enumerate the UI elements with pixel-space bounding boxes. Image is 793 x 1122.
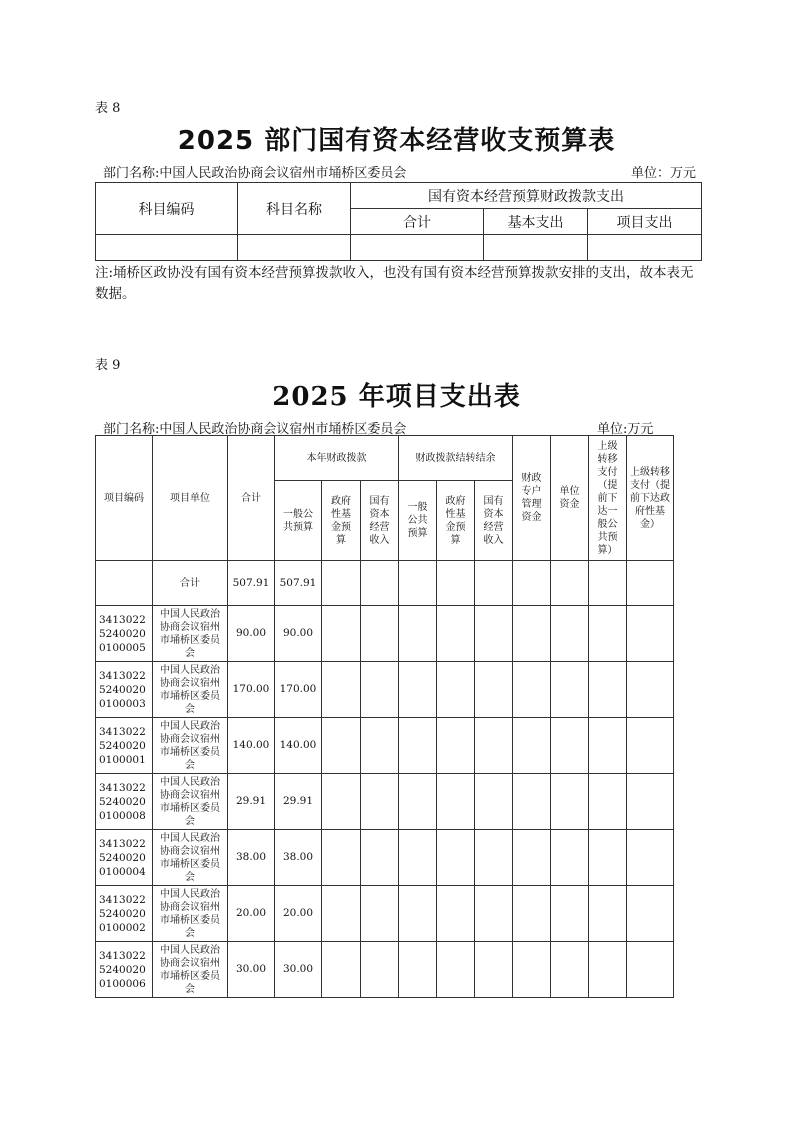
project-unit: 中国人民政治协商会议宿州市埇桥区委员会 [153,718,228,774]
table9-label: 表 9 [95,358,121,373]
table8-empty-row [96,235,702,261]
table9-header-current-group: 本年财政拨款 [275,436,399,481]
project-unit: 中国人民政治协商会议宿州市埇桥区委员会 [153,942,228,998]
table9-total-label: 合计 [153,561,228,606]
table9-header-general: 一般公共预算 [275,481,322,561]
table9-dept: 部门名称:中国人民政治协商会议宿州市埇桥区委员会 [103,422,407,437]
table8-header-name: 科目名称 [238,183,351,235]
table9-header-unit: 项目单位 [153,436,228,561]
table9-header-state-capital: 国有资本经营收入 [361,481,399,561]
project-code: 3413022 5240020 0100002 [96,886,153,942]
project-total: 38.00 [228,830,275,886]
table9-header-unit-fund: 单位资金 [551,436,589,561]
table9-header-code: 项目编码 [96,436,153,561]
table9-header-gov-fund: 政府性基金预算 [322,481,361,561]
project-general: 30.00 [275,942,322,998]
project-total: 30.00 [228,942,275,998]
table8-dept: 部门名称:中国人民政治协商会议宿州市埇桥区委员会 [103,166,407,181]
project-code: 3413022 5240020 0100005 [96,606,153,662]
project-total: 20.00 [228,886,275,942]
table8-header-code: 科目编码 [96,183,238,235]
project-unit: 中国人民政治协商会议宿州市埇桥区委员会 [153,830,228,886]
table-row [96,830,674,886]
table9-title: 2025 年项目支出表 [272,382,521,412]
project-code: 3413022 5240020 0100001 [96,718,153,774]
table8-header-group: 国有资本经营预算财政拨款支出 [351,183,702,209]
table8-title: 2025 部门国有资本经营收支预算表 [177,126,616,156]
project-general: 90.00 [275,606,322,662]
table9-unit: 单位:万元 [597,422,654,437]
table9 [95,435,674,998]
table-row [96,774,674,830]
table9-header-special: 财政专户管理资金 [513,436,551,561]
table-row [96,718,674,774]
project-unit: 中国人民政治协商会议宿州市埇桥区委员会 [153,606,228,662]
project-unit: 中国人民政治协商会议宿州市埇桥区委员会 [153,886,228,942]
project-code: 3413022 5240020 0100008 [96,774,153,830]
project-unit: 中国人民政治协商会议宿州市埇桥区委员会 [153,774,228,830]
table9-header-carry-state-capital: 国有资本经营收入 [475,481,513,561]
project-total: 140.00 [228,718,275,774]
project-general: 140.00 [275,718,322,774]
project-code: 3413022 5240020 0100004 [96,830,153,886]
table9-header-carry-gov-fund: 政府性基金预算 [437,481,475,561]
project-total: 90.00 [228,606,275,662]
table8-header-project: 项目支出 [588,209,702,235]
table8-unit: 单位：万元 [631,166,697,181]
table8 [95,182,702,261]
table-row [96,606,674,662]
project-total: 29.91 [228,774,275,830]
table-row [96,886,674,942]
table8-label: 表 8 [95,101,121,116]
table9-total-row [96,561,674,606]
project-code: 3413022 5240020 0100003 [96,662,153,718]
table9-header-total: 合计 [228,436,275,561]
table9-header-carry-group: 财政拨款结转结余 [399,436,513,481]
table9-header-transfer-fund: 上级转移支付（提前下达政府性基金） [627,436,674,561]
table9-total-general: 507.91 [275,561,322,606]
project-code: 3413022 5240020 0100006 [96,942,153,998]
table8-header-total: 合计 [351,209,484,235]
project-general: 170.00 [275,662,322,718]
table-row [96,662,674,718]
table8-header-basic: 基本支出 [484,209,588,235]
table9-header-carry-general: 一般公共预算 [399,481,437,561]
table-row [96,942,674,998]
project-general: 38.00 [275,830,322,886]
project-unit: 中国人民政治协商会议宿州市埇桥区委员会 [153,662,228,718]
project-general: 29.91 [275,774,322,830]
table9-total-value: 507.91 [228,561,275,606]
project-general: 20.00 [275,886,322,942]
table9-header-transfer-general: 上级转移支付（提前下达一般公共预算） [589,436,627,561]
project-total: 170.00 [228,662,275,718]
table8-note: 注:埇桥区政协没有国有资本经营预算拨款收入，也没有国有资本经营预算拨款安排的支出，故本表无数据。 [95,265,694,302]
